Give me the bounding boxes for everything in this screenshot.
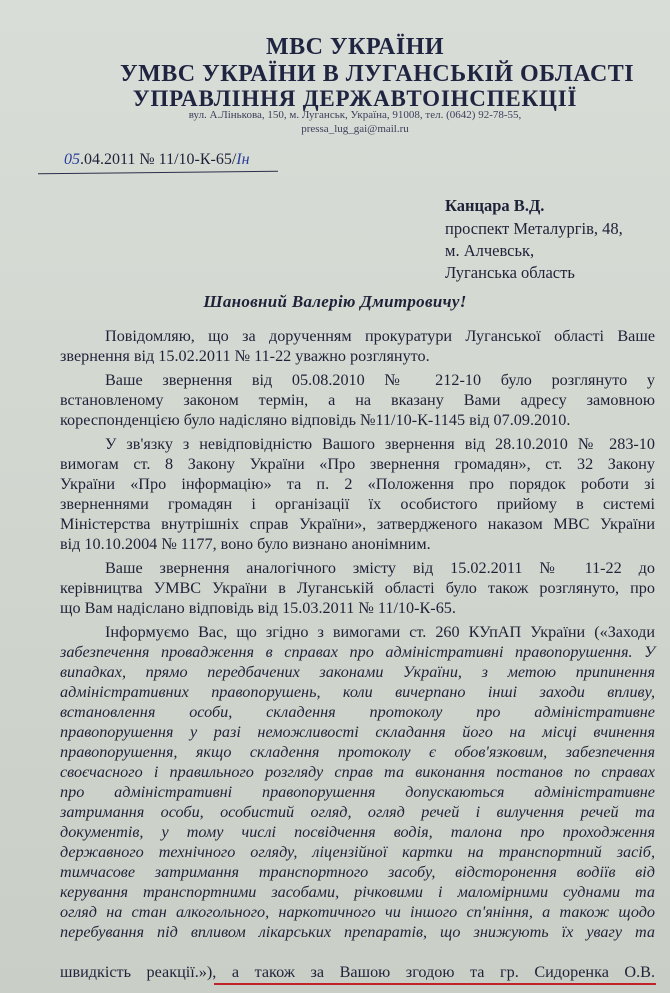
recipient-region: Луганська область	[445, 263, 575, 282]
body-line: державного технічного огляду, ліцензійної картки на транспортний засіб,	[60, 843, 655, 861]
body-line: про адміністративні правопорушення допускаються адміністративне	[60, 783, 655, 801]
document-number-underline	[38, 171, 278, 175]
body-line: Ваше звернення аналогічного змісту від 15.02.2011 № 11-22 до	[105, 559, 655, 577]
body-line: від 10.10.2004 № 1177, воно було визнано анонімним.	[60, 535, 431, 553]
header-traffic-inspection: УПРАВЛІННЯ ДЕРЖАВТОІНСПЕКЦІЇ	[132, 86, 578, 111]
body-line: огляд на стан алкогольного, наркотичного чи іншого сп'яніння, а також щодо	[60, 903, 655, 921]
body-line: затримання особи, особистий огляд, огляд речей і вилучення речей та	[60, 803, 655, 821]
header-email: pressa_lug_gai@mail.ru	[301, 123, 409, 135]
body-line: Інформуємо Вас, що згідно з вимогами ст. 260 КУпАП України («Заходи	[105, 623, 655, 641]
body-line: встановлення особи, складення протоколу про адміністративне	[60, 703, 655, 721]
header-regional-department: УМВС УКРАЇНИ В ЛУГАНСЬКІЙ ОБЛАСТІ	[120, 61, 635, 87]
body-line: своєчасного і правильного розгляду справ та виконання постанов по справах	[60, 763, 655, 781]
body-line: адміністративних правопорушень, коли вичерпано інші заходи впливу,	[60, 683, 655, 701]
body-line: швидкість реакції.»), а також за Вашою згодою та гр. Сидоренка О.В.	[60, 963, 655, 981]
body-line: Повідомляю, що за дорученням прокуратури Луганської області Ваше	[105, 327, 655, 345]
body-line: встановленому законом термін, а на вказану Вами адресу замовною	[60, 391, 655, 409]
document-number	[64, 151, 250, 169]
handwritten-day: 05	[64, 151, 80, 168]
body-line: Міністерства внутрішніх справ України», затвердженого наказом МВС України	[60, 515, 655, 533]
recipient-city: м. Алчевськ,	[445, 241, 535, 260]
red-handwritten-underline	[214, 983, 656, 985]
header-ministry: МВС УКРАЇНИ	[265, 34, 445, 60]
body-line: забезпечення провадження в справах про адміністративні правопорушення. У	[60, 643, 655, 661]
header-address: вул. А.Лінькова, 150, м. Луганськ, Україна, 91008, тел. (0642) 92-78-55,	[188, 109, 522, 121]
document-number-printed: .04.2011 № 11/10-К-65/	[80, 151, 237, 168]
body-line: України «Про інформацію» та п. 2 «Положення про порядок роботи зі	[60, 475, 655, 493]
handwritten-suffix: Ін	[236, 151, 250, 168]
body-line: перебування під впливом лікарських препаратів, що знижують їх увагу та	[60, 923, 655, 941]
body-line: вимогам ст. 8 Закону України «Про звернення громадян», ст. 32 Закону	[60, 455, 655, 473]
body-line: випадках, прямо передбачених законами України, з метою припинення	[60, 663, 655, 681]
body-line: Ваше звернення від 05.08.2010 № 212-10 було розглянуто у	[105, 371, 655, 389]
body-line: зверненнями громадян і організації їх особистого прийому в системі	[60, 495, 655, 513]
recipient-name: Канцара В.Д.	[445, 196, 545, 215]
recipient-street: проспект Металургів, 48,	[445, 219, 623, 238]
body-line: тимчасове затримання транспортного засобу, відсторонення водіїв від	[60, 863, 655, 881]
body-line: керівництва УМВС України в Луганській області було також розглянуто, про	[60, 579, 655, 597]
body-line: звернення від 15.02.2011 № 11-22 уважно розглянуто.	[60, 347, 430, 365]
body-line: У зв'язку з невідповідністю Вашого звернення від 28.10.2010 № 283-10	[105, 435, 655, 453]
body-line: що Вам надіслано відповідь від 15.03.2011 № 11/10-К-65.	[60, 599, 456, 617]
body-line: правопорушення у разі неможливості складання його на місці вчинення	[60, 723, 655, 741]
body-line: керування транспортними засобами, річковими і маломірними суднами та	[60, 883, 655, 901]
body-line: правопорушення, якщо складення протоколу є обов'язковим, забезпечення	[60, 743, 655, 761]
greeting: Шановний Валерію Дмитровичу!	[203, 292, 467, 311]
body-line: кореспонденцією було надісляно відповідь №11/10-К-1145 від 07.09.2010.	[60, 411, 571, 429]
body-line: документів, у тому числі посвідчення водія, талона про проходження	[60, 823, 655, 841]
